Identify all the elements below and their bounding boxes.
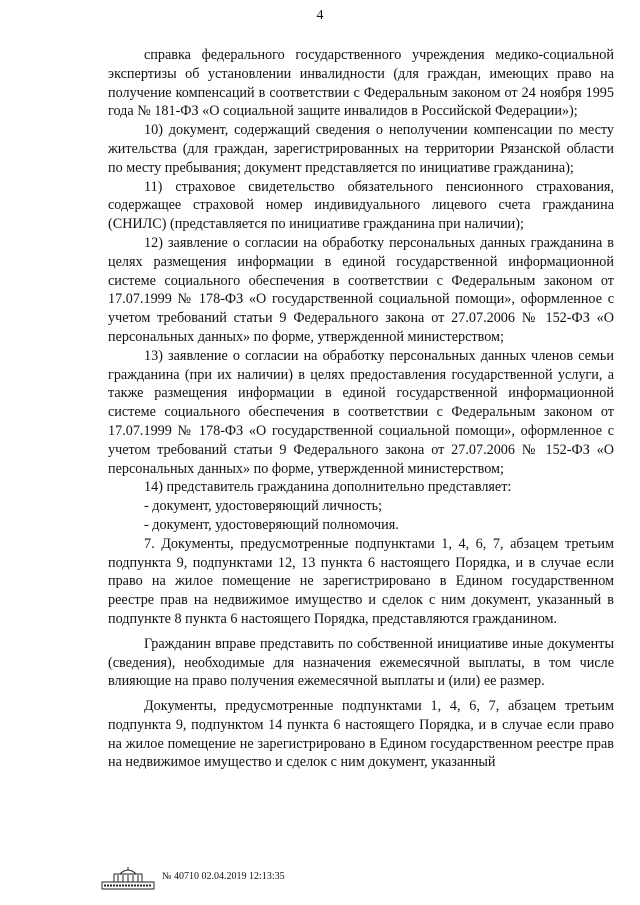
paragraph-dash-identity: - документ, удостоверяющий личность;	[144, 498, 383, 515]
paragraph-point-7: 7. Документы, предусмотренные подпунктами 1, 4, 6, 7, абзацем третьим подпункта 9, подпунктами 12, 13 пункта 6 настоящего Порядка, и в случае если право на жилое помещение не зарегистрировано в Едином государственном реестре прав на недвижимое имущество и сделок с ним документ, указанный в подпункте 8 пункта 6 настоящего Порядка, представляются гражданином.	[108, 535, 614, 627]
page-number: 4	[316, 8, 324, 23]
building-stamp-icon	[100, 866, 156, 890]
registration-stamp: № 40710 02.04.2019 12:13:35	[162, 871, 285, 882]
document-body	[108, 46, 614, 772]
paragraph-item-11: 11) страховое свидетельство обязательного пенсионного страхования, содержащее страховой номер индивидуального лицевого счета гражданина (СНИЛС) (представляется по инициативе гражданина при наличии);	[108, 178, 614, 233]
paragraph-item-14: 14) представитель гражданина дополнительно представляет:	[144, 479, 512, 496]
paragraph-dash-authority: - документ, удостоверяющий полномочия.	[144, 516, 399, 533]
footer	[100, 866, 400, 894]
paragraph-documents: Документы, предусмотренные подпунктами 1, 4, 6, 7, абзацем третьим подпункта 9, подпунктом 14 пункта 6 настоящего Порядка, и в случае если право на жилое помещение не зарегистрировано в Едином государственном реестре прав на недвижимое имущество и сделок с ним документ, указанный	[108, 698, 614, 771]
paragraph-continuation: справка федерального государственного учреждения медико-социальной экспертизы об установлении инвалидности (для граждан, имеющих право на получение компенсаций в соответствии с Федеральным законом от 24 ноября 1995 года № 181-ФЗ «О социальной защите инвалидов в Российской Федерации»);	[108, 47, 614, 120]
paragraph-item-13: 13) заявление о согласии на обработку персональных данных членов семьи гражданина (при их наличии) в целях предоставления государственной услуги, а также размещения информации в единой государственной информационной системе социального обеспечения в соответствии с Федеральным законом от 17.07.1999 № 178-ФЗ «О государственной социальной помощи», оформленное с учетом требований статьи 9 Федерального закона от 27.07.2006 № 152-ФЗ «О персональных данных» по форме, утвержденной министерством;	[108, 347, 614, 477]
paragraph-item-12: 12) заявление о согласии на обработку персональных данных гражданина в целях размещения информации в единой государственной информационной системе социального обеспечения в соответствии с Федеральным законом от 17.07.1999 № 178-ФЗ «О государственной социальной помощи», оформленное с учетом требований статьи 9 Федерального закона от 27.07.2006 № 152-ФЗ «О персональных данных» по форме, утвержденной министерством;	[108, 234, 614, 345]
paragraph-item-10: 10) документ, содержащий сведения о неполучении компенсации по месту жительства (для граждан, зарегистрированных на территории Рязанской области по месту пребывания; документ представляется по инициативе гражданина);	[108, 122, 614, 176]
paragraph-citizen-right: Гражданин вправе представить по собственной инициативе иные документы (сведения), необходимые для назначения ежемесячной выплаты, в том числе влияющие на право получения ежемесячной выплаты и (или) ее размер.	[108, 635, 614, 690]
